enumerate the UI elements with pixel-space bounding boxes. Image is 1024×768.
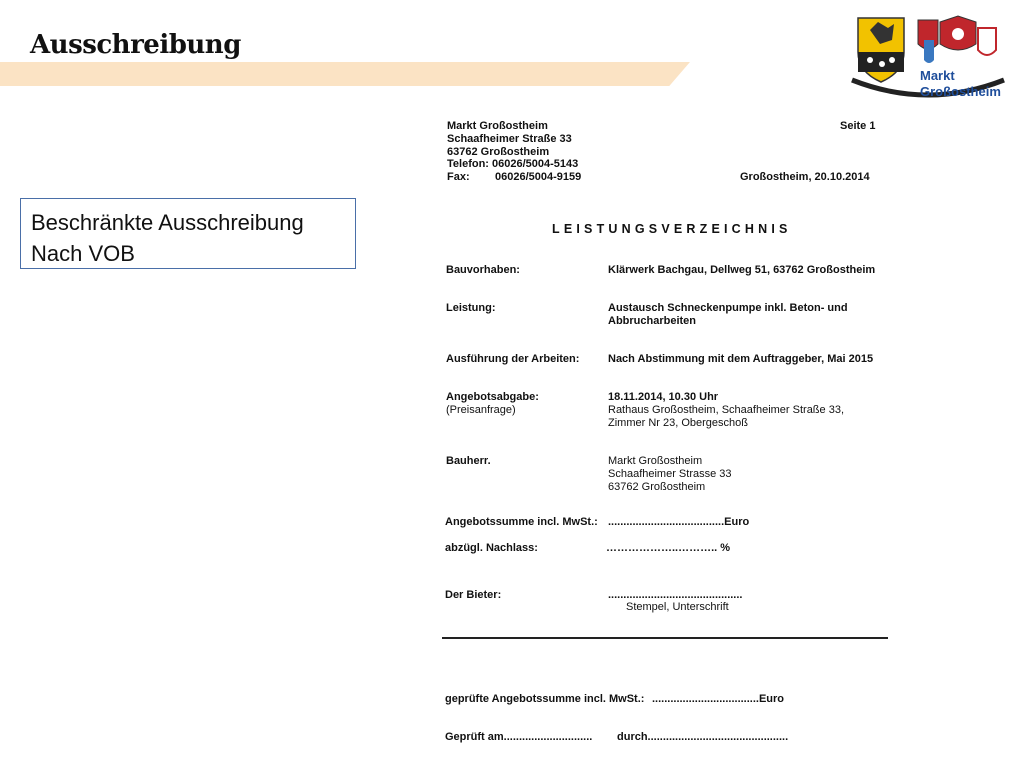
slide-title: Ausschreibung xyxy=(30,30,241,60)
sender-fax-number: 06026/5004-9159 xyxy=(495,171,582,183)
gepruefte-summe-value: ...................................Euro xyxy=(652,693,785,705)
sender-fax-label: Fax: xyxy=(447,171,470,183)
bauvorhaben-label: Bauvorhaben: xyxy=(446,264,520,276)
leistung-label: Leistung: xyxy=(446,302,496,314)
bauherr-value-1: Markt Großostheim xyxy=(608,455,703,467)
bieter-caption: Stempel, Unterschrift xyxy=(626,601,729,613)
page-number: Seite 1 xyxy=(840,120,876,132)
nachlass-label: abzügl. Nachlass: xyxy=(445,542,538,554)
bieter-label: Der Bieter: xyxy=(445,589,502,601)
sender-phone: Telefon: 06026/5004-5143 xyxy=(447,158,579,170)
sender-name: Markt Großostheim xyxy=(447,120,548,132)
gepruefte-summe-label: geprüfte Angebotssumme incl. MwSt.: xyxy=(445,693,645,705)
angebotssumme-label: Angebotssumme incl. MwSt.: xyxy=(445,516,598,528)
geprueft-am: Geprüft am............................. xyxy=(445,731,593,743)
leistung-value-2: Abbrucharbeiten xyxy=(608,315,697,327)
ausfuehrung-value: Nach Abstimmung mit dem Auftraggeber, Mai 2015 xyxy=(608,353,874,365)
angebot-label: Angebotsabgabe: xyxy=(446,391,539,403)
logo-line2: Großostheim xyxy=(920,84,1001,99)
tender-type: Beschränkte Ausschreibung xyxy=(31,210,304,235)
logo-line1: Markt xyxy=(920,68,955,83)
angebotssumme-value: ......................................Euro xyxy=(608,516,750,528)
bieter-signature-line: ............................................ xyxy=(608,589,743,601)
sender-city: 63762 Großostheim xyxy=(447,146,550,158)
geprueft-durch: durch.............................................. xyxy=(617,731,789,743)
nachlass-value: ………………..……….. % xyxy=(606,542,731,554)
angebot-value-3: Zimmer Nr 23, Obergeschoß xyxy=(608,417,748,429)
leistung-value-1: Austausch Schneckenpumpe inkl. Beton- und xyxy=(608,302,848,314)
bauherr-value-2: Schaafheimer Strasse 33 xyxy=(608,468,732,480)
angebot-sublabel: (Preisanfrage) xyxy=(446,404,516,416)
bauherr-label: Bauherr. xyxy=(446,455,491,467)
angebot-value-2: Rathaus Großostheim, Schaafheimer Straße 33, xyxy=(608,404,844,416)
document-heading: LEISTUNGSVERZEICHNIS xyxy=(552,222,792,236)
bauherr-value-3: 63762 Großostheim xyxy=(608,481,706,493)
ausfuehrung-label: Ausführung der Arbeiten: xyxy=(446,353,580,365)
angebot-value-1: 18.11.2014, 10.30 Uhr xyxy=(608,391,719,403)
separator-line xyxy=(442,637,888,639)
bauvorhaben-value: Klärwerk Bachgau, Dellweg 51, 63762 Großostheim xyxy=(608,264,876,276)
tender-basis: Nach VOB xyxy=(31,241,135,266)
sender-street: Schaafheimer Straße 33 xyxy=(447,133,572,145)
place-date: Großostheim, 20.10.2014 xyxy=(740,171,870,183)
